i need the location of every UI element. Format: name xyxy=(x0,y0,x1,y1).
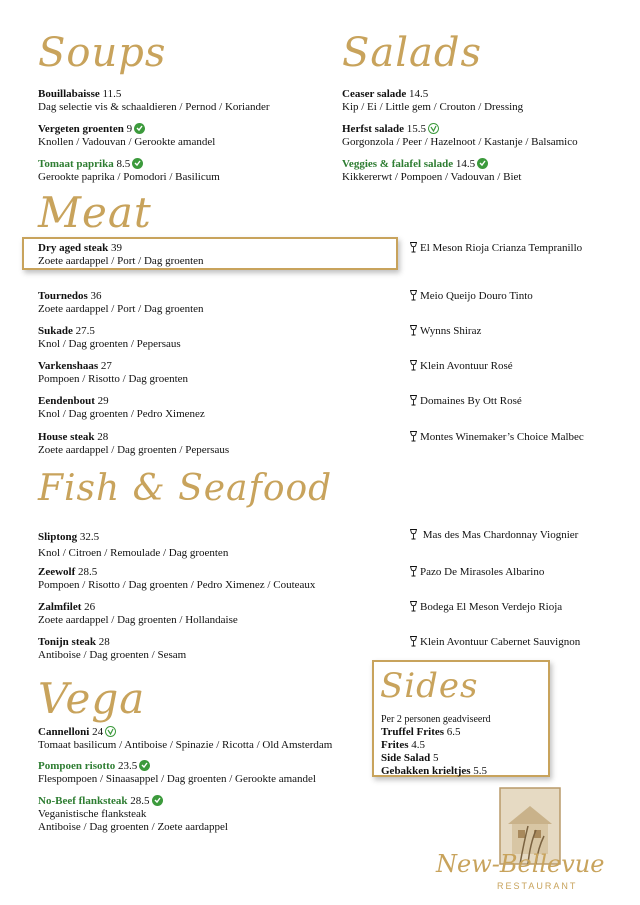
restaurant-logo-name: New-Bellevue xyxy=(436,850,605,878)
menu-item-pompoen-risotto: Pompoen risotto 23.5 Flespompoen / Sinaasappel / Dag groenten / Gerookte amandel xyxy=(38,760,316,785)
menu-item-tournedos: Tournedos 36 Zoete aardappel / Port / Dag groenten xyxy=(38,290,204,315)
heading-meat: Meat xyxy=(38,188,152,237)
wine-pairing-tournedos: Meio Queijo Douro Tinto xyxy=(410,290,533,302)
wine-glass-icon xyxy=(410,325,417,336)
menu-item-tonijn-steak: Tonijn steak 28 Antiboise / Dag groenten / Sesam xyxy=(38,636,187,661)
menu-item-bouillabaisse: Bouillabaisse 11.5 Dag selectie vis & schaaldieren / Pernod / Koriander xyxy=(38,88,270,113)
menu-item-herfst-salade: Herfst salade 15.5 Gorgonzola / Peer / Hazelnoot / Kastanje / Balsamico xyxy=(342,123,578,148)
side-item: Frites 4.5 xyxy=(381,739,425,751)
side-item: Side Salad 5 xyxy=(381,752,439,764)
menu-item-eendenbout: Eendenbout 29 Knol / Dag groenten / Pedro Ximenez xyxy=(38,395,205,420)
wine-pairing-zalmfilet: Bodega El Meson Verdejo Rioja xyxy=(410,601,562,613)
heading-soups: Soups xyxy=(38,30,167,76)
menu-item-no-beef-flanksteak: No-Beef flanksteak 28.5 Veganistische flanksteak Antiboise / Dag groenten / Zoete aardappel xyxy=(38,795,228,833)
menu-item-sukade: Sukade 27.5 Knol / Dag groenten / Pepersaus xyxy=(38,325,181,350)
restaurant-logo-subtitle: RESTAURANT xyxy=(497,881,578,891)
sides-list xyxy=(381,726,487,778)
heading-fish-seafood: Fish & Seafood xyxy=(38,468,333,509)
menu-item-tomaat-paprika: Tomaat paprika 8.5 Gerookte paprika / Pomodori / Basilicum xyxy=(38,158,220,183)
menu-item-sliptong: Sliptong 32.5 Knol / Citroen / Remoulade / Dag groenten xyxy=(38,531,229,559)
menu-item-veggies-falafel-salade: Veggies & falafel salade 14.5 Kikkererwt / Pompoen / Vadouvan / Biet xyxy=(342,158,522,183)
vegan-icon xyxy=(132,158,143,169)
menu-item-ceaser-salade: Ceaser salade 14.5 Kip / Ei / Little gem / Crouton / Dressing xyxy=(342,88,524,113)
heading-sides: Sides xyxy=(380,666,479,706)
wine-glass-icon xyxy=(410,636,417,647)
sides-note: Per 2 personen geadviseerd xyxy=(381,714,491,725)
menu-item-cannelloni: Cannelloni 24 Tomaat basilicum / Antiboise / Spinazie / Ricotta / Old Amsterdam xyxy=(38,726,333,751)
wine-pairing-house-steak: Montes Winemaker’s Choice Malbec xyxy=(410,431,584,443)
wine-pairing-sukade: Wynns Shiraz xyxy=(410,325,481,337)
vegan-icon xyxy=(477,158,488,169)
menu-item-house-steak: House steak 28 Zoete aardappel / Dag groenten / Pepersaus xyxy=(38,431,230,456)
wine-glass-icon xyxy=(410,290,417,301)
wine-glass-icon xyxy=(410,242,417,253)
vegetarian-icon xyxy=(105,726,116,737)
wine-glass-icon xyxy=(410,566,417,577)
wine-glass-icon xyxy=(410,360,417,371)
wine-pairing-tonijn-steak: Klein Avontuur Cabernet Sauvignon xyxy=(410,636,580,648)
wine-glass-icon xyxy=(410,601,417,612)
wine-glass-icon xyxy=(410,529,417,540)
wine-glass-icon xyxy=(410,395,417,406)
vegetarian-icon xyxy=(428,123,439,134)
vegan-icon xyxy=(139,760,150,771)
wine-glass-icon xyxy=(410,431,417,442)
menu-item-zeewolf: Zeewolf 28.5 Pompoen / Risotto / Dag groenten / Pedro Ximenez / Couteaux xyxy=(38,566,316,591)
vegan-icon xyxy=(134,123,145,134)
heading-salads: Salads xyxy=(342,30,483,76)
menu-item-varkenshaas: Varkenshaas 27 Pompoen / Risotto / Dag groenten xyxy=(38,360,189,385)
side-item: Gebakken krieltjes 5.5 xyxy=(381,765,488,777)
menu-item-zalmfilet: Zalmfilet 26 Zoete aardappel / Dag groenten / Hollandaise xyxy=(38,601,238,626)
wine-pairing-sliptong: Mas des Mas Chardonnay Viognier xyxy=(410,529,578,541)
wine-pairing-eendenbout: Domaines By Ott Rosé xyxy=(410,395,522,407)
vegan-icon xyxy=(152,795,163,806)
side-item: Truffel Frites 6.5 xyxy=(381,726,461,738)
menu-item-vergeten-groenten: Vergeten groenten 9 Knollen / Vadouvan / Gerookte amandel xyxy=(38,123,216,148)
heading-vega: Vega xyxy=(38,674,146,723)
menu-item-dry-aged-steak: Dry aged steak 39 Zoete aardappel / Port / Dag groenten xyxy=(38,242,204,267)
wine-pairing-zeewolf: Pazo De Mirasoles Albarino xyxy=(410,566,544,578)
wine-pairing-dry-aged-steak: El Meson Rioja Crianza Tempranillo xyxy=(410,242,582,254)
wine-pairing-varkenshaas: Klein Avontuur Rosé xyxy=(410,360,513,372)
